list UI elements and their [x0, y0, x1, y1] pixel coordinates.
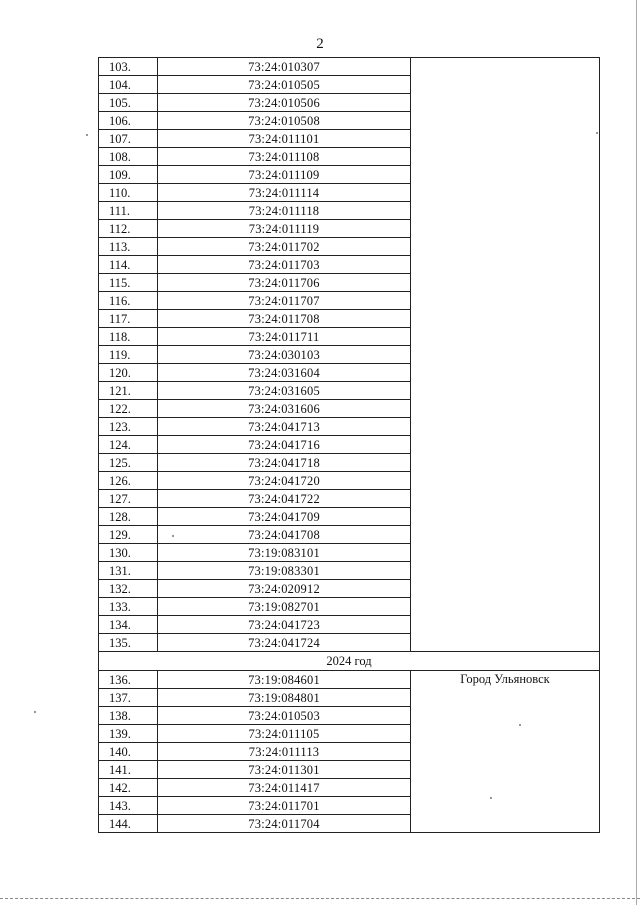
cadastral-code: 73:24:041713: [158, 418, 411, 436]
cadastral-code: 73:24:011101: [158, 130, 411, 148]
area-cell-empty: [411, 58, 600, 652]
row-number: 134.: [99, 616, 158, 634]
row-number: 114.: [99, 256, 158, 274]
cadastral-code: 73:24:011417: [158, 779, 411, 797]
row-number: 110.: [99, 184, 158, 202]
cadastral-code: 73:19:084601: [158, 671, 411, 689]
row-number: 105.: [99, 94, 158, 112]
cadastral-code: 73:24:041724: [158, 634, 411, 652]
row-number: 113.: [99, 238, 158, 256]
scan-speck: [172, 535, 174, 537]
row-number: 137.: [99, 689, 158, 707]
cadastral-code: 73:24:031606: [158, 400, 411, 418]
row-number: 121.: [99, 382, 158, 400]
cadastral-code: 73:19:084801: [158, 689, 411, 707]
row-number: 129.: [99, 526, 158, 544]
cadastral-code: 73:24:011703: [158, 256, 411, 274]
cadastral-code: 73:24:041723: [158, 616, 411, 634]
cadastral-code: 73:19:082701: [158, 598, 411, 616]
row-number: 116.: [99, 292, 158, 310]
row-number: 125.: [99, 454, 158, 472]
row-number: 109.: [99, 166, 158, 184]
cadastral-code: 73:24:041722: [158, 490, 411, 508]
cadastral-code: 73:24:011711: [158, 328, 411, 346]
cadastral-code: 73:24:041720: [158, 472, 411, 490]
cadastral-code: 73:24:030103: [158, 346, 411, 364]
row-number: 131.: [99, 562, 158, 580]
cadastral-code: 73:24:041708: [158, 526, 411, 544]
row-number: 140.: [99, 743, 158, 761]
cadastral-code: 73:24:011702: [158, 238, 411, 256]
scan-speck: [34, 711, 36, 713]
scan-speck: [596, 132, 598, 134]
scan-speck: [490, 797, 492, 799]
row-number: 132.: [99, 580, 158, 598]
cadastral-code: 73:24:011113: [158, 743, 411, 761]
row-number: 106.: [99, 112, 158, 130]
cadastral-code: 73:24:010503: [158, 707, 411, 725]
cadastral-code: 73:24:011109: [158, 166, 411, 184]
cadastral-code: 73:24:041716: [158, 436, 411, 454]
cadastral-code: 73:24:011119: [158, 220, 411, 238]
cadastral-code: 73:24:020912: [158, 580, 411, 598]
row-number: 139.: [99, 725, 158, 743]
table-row: [99, 58, 600, 76]
row-number: 123.: [99, 418, 158, 436]
cadastral-code: 73:19:083101: [158, 544, 411, 562]
row-number: 103.: [99, 58, 158, 76]
row-number: 138.: [99, 707, 158, 725]
row-number: 136.: [99, 671, 158, 689]
scan-edge-right: [636, 0, 637, 905]
cadastral-code: 73:24:011301: [158, 761, 411, 779]
row-number: 119.: [99, 346, 158, 364]
row-number: 143.: [99, 797, 158, 815]
row-number: 133.: [99, 598, 158, 616]
row-number: 107.: [99, 130, 158, 148]
cadastral-code: 73:24:011108: [158, 148, 411, 166]
cadastral-code: 73:24:011105: [158, 725, 411, 743]
row-number: 144.: [99, 815, 158, 833]
row-number: 120.: [99, 364, 158, 382]
year-header: 2024 год: [99, 652, 600, 671]
cadastral-table: [98, 57, 600, 833]
year-header-row: [99, 652, 600, 671]
cadastral-code: 73:24:011701: [158, 797, 411, 815]
row-number: 112.: [99, 220, 158, 238]
cadastral-code: 73:24:010505: [158, 76, 411, 94]
cadastral-code: 73:24:041709: [158, 508, 411, 526]
row-number: 141.: [99, 761, 158, 779]
row-number: 127.: [99, 490, 158, 508]
cadastral-code: 73:24:041718: [158, 454, 411, 472]
row-number: 104.: [99, 76, 158, 94]
cadastral-code: 73:24:010506: [158, 94, 411, 112]
scan-speck: [519, 724, 521, 726]
page-number: 2: [316, 36, 324, 52]
cadastral-table-body: [99, 58, 600, 833]
row-number: 111.: [99, 202, 158, 220]
row-number: 118.: [99, 328, 158, 346]
table-row: [99, 671, 600, 689]
row-number: 108.: [99, 148, 158, 166]
cadastral-code: 73:24:011118: [158, 202, 411, 220]
cadastral-code: 73:24:011704: [158, 815, 411, 833]
row-number: 124.: [99, 436, 158, 454]
cadastral-code: 73:19:083301: [158, 562, 411, 580]
row-number: 128.: [99, 508, 158, 526]
row-number: 142.: [99, 779, 158, 797]
cadastral-code: 73:24:010307: [158, 58, 411, 76]
cadastral-code: 73:24:011706: [158, 274, 411, 292]
row-number: 115.: [99, 274, 158, 292]
row-number: 117.: [99, 310, 158, 328]
area-name: Город Ульяновск: [411, 671, 600, 833]
cadastral-code: 73:24:031605: [158, 382, 411, 400]
cadastral-code: 73:24:031604: [158, 364, 411, 382]
scan-edge-bottom: [0, 898, 640, 901]
cadastral-code: 73:24:011707: [158, 292, 411, 310]
cadastral-code: 73:24:011114: [158, 184, 411, 202]
row-number: 135.: [99, 634, 158, 652]
row-number: 122.: [99, 400, 158, 418]
row-number: 130.: [99, 544, 158, 562]
cadastral-code: 73:24:011708: [158, 310, 411, 328]
cadastral-code: 73:24:010508: [158, 112, 411, 130]
row-number: 126.: [99, 472, 158, 490]
scan-speck: [86, 134, 88, 136]
